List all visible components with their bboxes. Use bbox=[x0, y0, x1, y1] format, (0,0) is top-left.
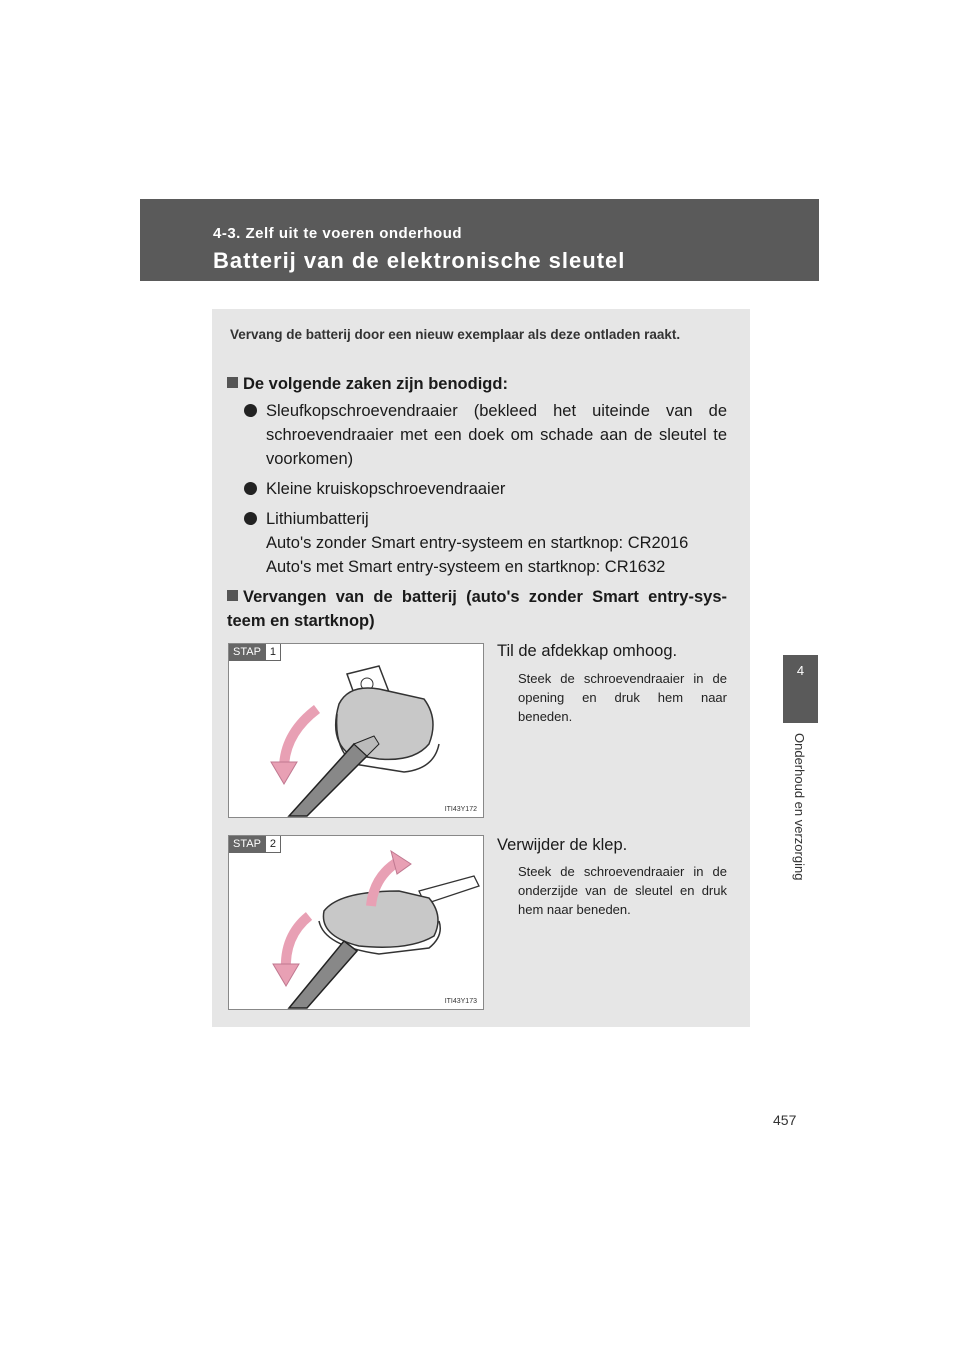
step-1-note: Steek de schroevendraaier in de opening en druk hem naar beneden. bbox=[518, 671, 727, 724]
needed-heading-text: De volgende zaken zijn benodigd: bbox=[243, 375, 508, 393]
list-item-text: Lithiumbatterij bbox=[266, 510, 369, 528]
figure-code: ITI43Y173 bbox=[444, 998, 477, 1005]
step-badge-label: STAP bbox=[229, 836, 265, 853]
chapter-tab[interactable] bbox=[783, 655, 818, 723]
needed-heading bbox=[227, 372, 508, 396]
list-item-text: Sleufkopschroevendraaier (bekleed het uiteinde van de schroevendraaier met een doek om schade aan de sleutel te voorkomen) bbox=[266, 402, 727, 468]
step-badge-label: STAP bbox=[229, 644, 265, 661]
list-item bbox=[266, 477, 727, 501]
bullet-dot-icon bbox=[244, 404, 257, 417]
chapter-label: Onderhoud en verzorging bbox=[792, 733, 807, 881]
step-2-note: Steek de schroevendraaier in de onderzijde van de sleutel en druk hem naar beneden. bbox=[518, 864, 727, 917]
list-item bbox=[266, 507, 727, 579]
step-1-title: Til de afdekkap omhoog. bbox=[497, 642, 678, 660]
replace-heading-text: Vervangen van de batterij (auto's zonder Smart entry-sys-teem en startknop) bbox=[227, 588, 727, 630]
list-item-text: Kleine kruiskopschroevendraaier bbox=[266, 480, 506, 498]
section-label: 4-3. Zelf uit te voeren onderhoud bbox=[213, 225, 463, 242]
bullet-dot-icon bbox=[244, 482, 257, 495]
square-bullet-icon bbox=[227, 590, 238, 601]
intro-text: Vervang de batterij door een nieuw exemplaar als deze ontladen raakt. bbox=[230, 327, 681, 342]
key-cover-removal-illustration bbox=[229, 836, 483, 1009]
battery-line-1: Auto's zonder Smart entry-systeem en startknop: CR2016 bbox=[266, 534, 689, 552]
figure-code: ITI43Y172 bbox=[444, 806, 477, 813]
square-bullet-icon bbox=[227, 377, 238, 388]
key-cover-lift-illustration bbox=[229, 644, 483, 817]
page-title: Batterij van de elektronische sleutel bbox=[213, 248, 626, 273]
step-2-figure bbox=[228, 835, 484, 1010]
step-2-title: Verwijder de klep. bbox=[497, 836, 628, 854]
list-item bbox=[266, 399, 727, 471]
battery-line-2: Auto's met Smart entry-systeem en startknop: CR1632 bbox=[266, 558, 666, 576]
bullet-dot-icon bbox=[244, 512, 257, 525]
page-number: 457 bbox=[773, 1112, 797, 1128]
replace-heading bbox=[227, 585, 727, 633]
step-badge-number: 2 bbox=[265, 836, 281, 853]
step-badge-number: 1 bbox=[265, 644, 281, 661]
step-1-figure bbox=[228, 643, 484, 818]
chapter-number: 4 bbox=[796, 663, 805, 678]
